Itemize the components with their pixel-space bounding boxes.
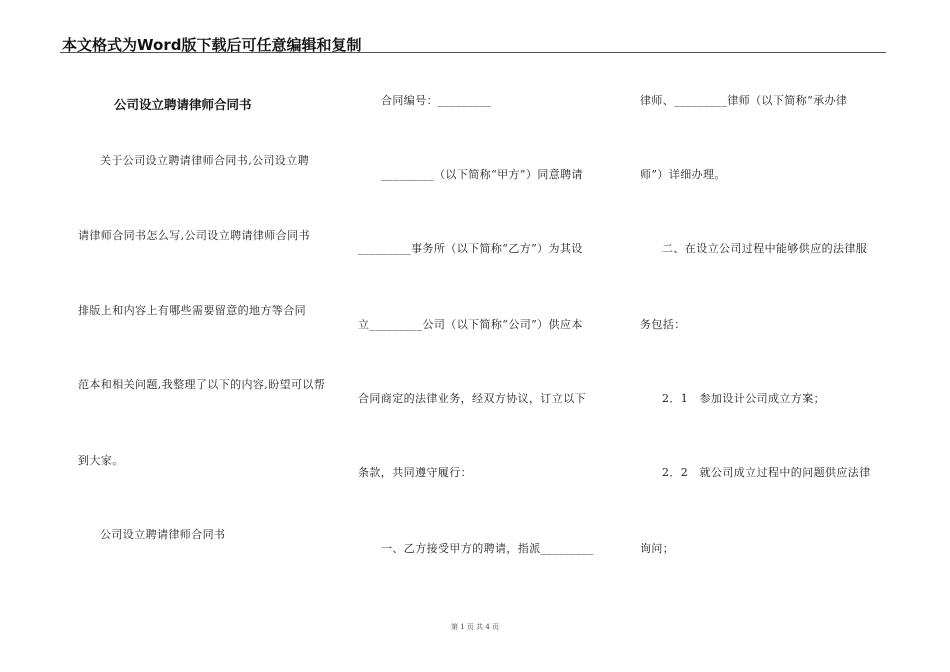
intro-line-3: 排版上和内容上有哪些需要留意的地方等合同 [78,304,306,317]
contract-number-line: 合同编号：_________ [381,94,492,107]
intro-line-2: 请律师合同书怎么写,公司设立聘请律师合同书 [78,229,310,242]
intro-line-1: 关于公司设立聘请律师合同书,公司设立聘 [100,154,310,167]
clause-line-1: _________（以下简称“甲方”）同意聘请 [381,168,583,181]
clause-two-heading: 二、在设立公司过程中能够供应的法律服 [662,242,868,255]
col3-line-7: 询问； [640,542,675,555]
page-footer: 第 1 页 共 4 页 [450,623,500,631]
intro-line-4: 范本和相关问题,我整理了以下的内容,盼望可以帮 [78,378,326,391]
item-2-1: 2．1 参加设计公司成立方案； [662,392,825,405]
col3-line-4: 务包括： [640,318,686,331]
document-header-title: 本文格式为Word版下载后可任意编辑和复制 [62,36,362,54]
intro-line-5: 到大家。 [78,454,124,467]
clause-line-4: 合同商定的法律业务，经双方协议，订立以下 [358,392,586,405]
clause-line-2: _________事务所（以下简称“乙方”）为其设 [358,242,583,255]
col3-line-1: 律师、_________律师（以下简称“承办律 [640,94,848,107]
item-2-2: 2．2 就公司成立过程中的问题供应法律 [662,466,871,479]
col3-line-2: 师”）详细办理。 [640,168,726,181]
document-title: 公司设立聘请律师合同书 [114,97,252,112]
section-subtitle: 公司设立聘请律师合同书 [100,528,226,541]
clause-line-5: 条款，共同遵守履行： [358,466,472,479]
header-divider [60,52,886,53]
clause-one-line: 一、乙方接受甲方的聘请，指派_________ [381,542,594,555]
clause-line-3: 立_________公司（以下简称“公司”）供应本 [358,318,583,331]
